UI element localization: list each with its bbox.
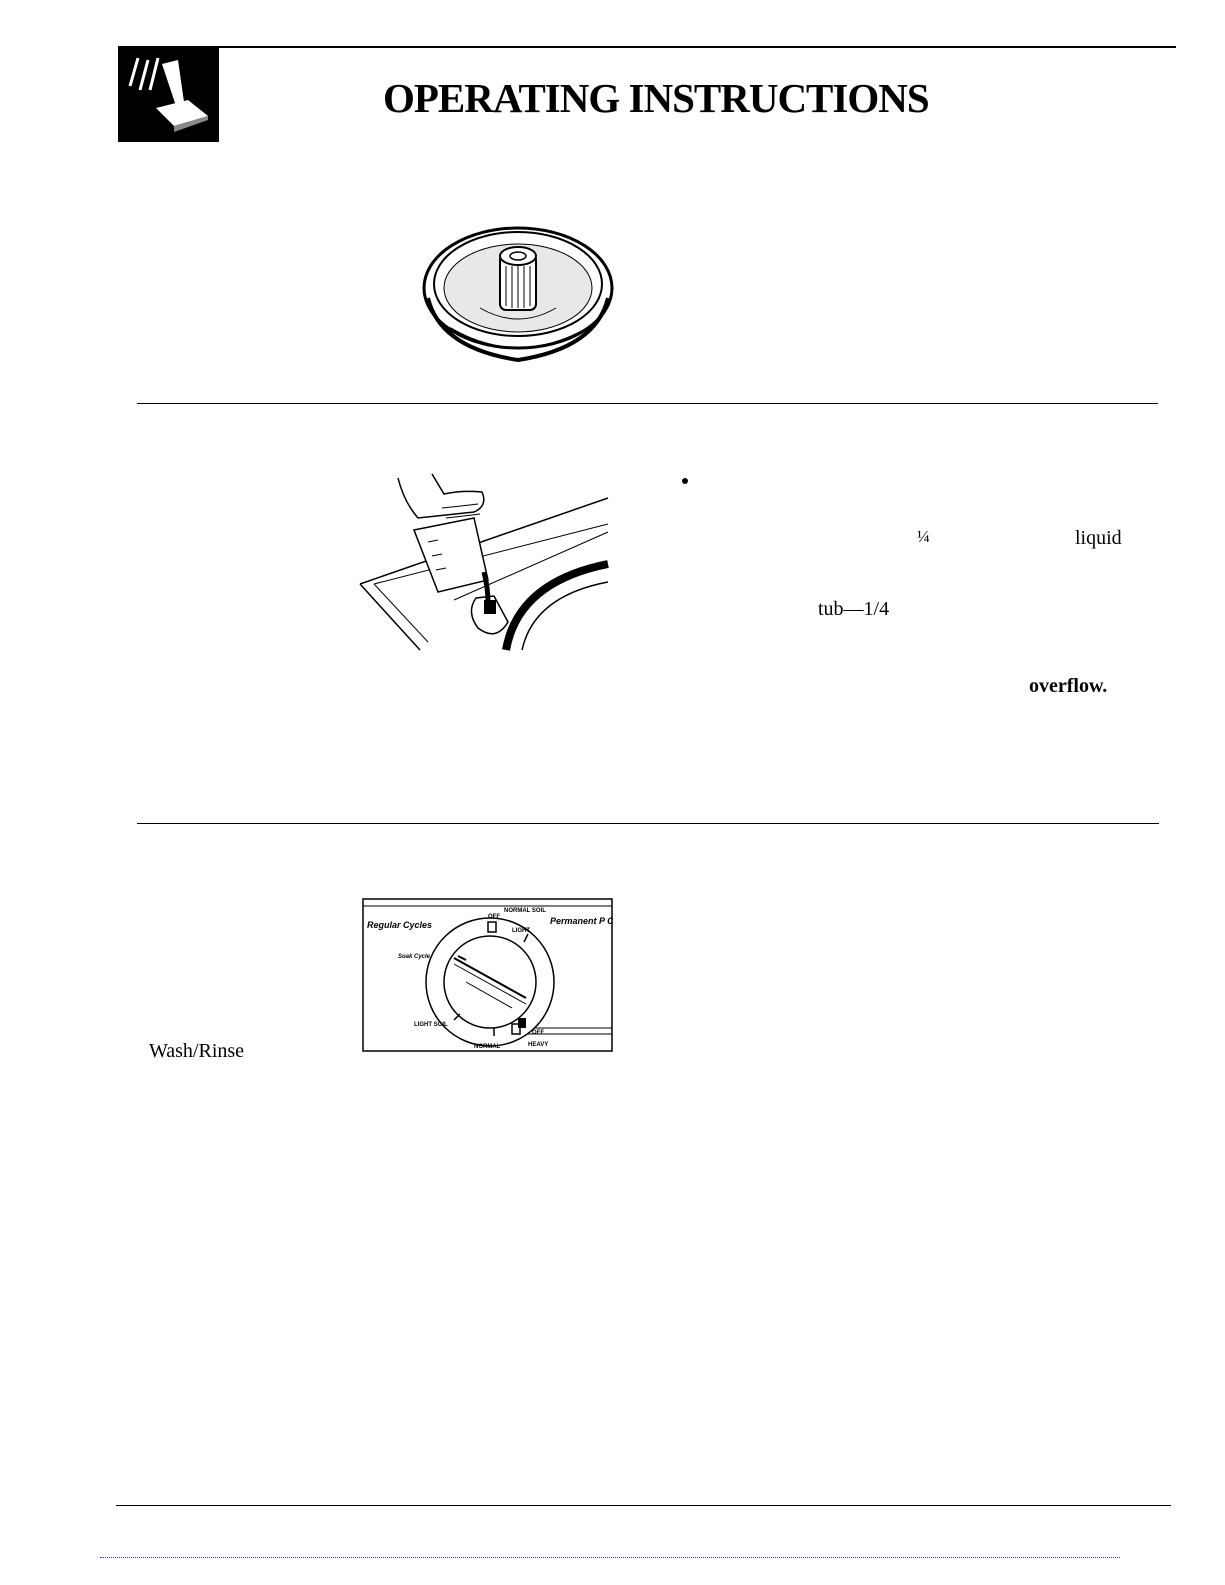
wash-rinse-label: Wash/Rinse: [149, 1040, 245, 1062]
dial-label-heavy: HEAVY: [528, 1042, 549, 1048]
dial-label-soak: Soak Cycle: [398, 954, 431, 960]
dial-label-normal-soil: NORMAL SOIL: [504, 908, 546, 914]
pouring-liquid-illustration: [358, 472, 610, 656]
page-title: OPERATING INSTRUCTIONS: [383, 75, 929, 121]
control-dial-illustration: [362, 898, 613, 1052]
footer-dotted-rule: [100, 1557, 1120, 1558]
header-rule: [218, 46, 1176, 48]
dial-label-permanent: Permanent P C: [550, 916, 613, 926]
dial-label-off-top: OFF: [488, 914, 500, 920]
dial-label-regular: Regular Cycles: [367, 920, 433, 930]
hand-pressing-button-icon: [118, 46, 219, 142]
dial-label-normal: NORMAL: [474, 1044, 501, 1050]
dial-label-light-soil: LIGHT SOIL: [414, 1022, 448, 1028]
fraction-text: ¼: [917, 527, 930, 546]
bullet-icon: [682, 478, 688, 484]
liquid-text: liquid: [1075, 527, 1122, 549]
section-divider: [137, 403, 1158, 404]
wash-basket-illustration: [420, 218, 616, 368]
tub-text: tub—1/4: [818, 598, 890, 620]
section-divider: [137, 823, 1159, 824]
overflow-text: overflow.: [1029, 675, 1108, 697]
dial-label-off-bottom: OFF: [532, 1030, 544, 1036]
dial-label-light: LIGHT: [512, 928, 530, 934]
footer-rule: [116, 1505, 1171, 1506]
